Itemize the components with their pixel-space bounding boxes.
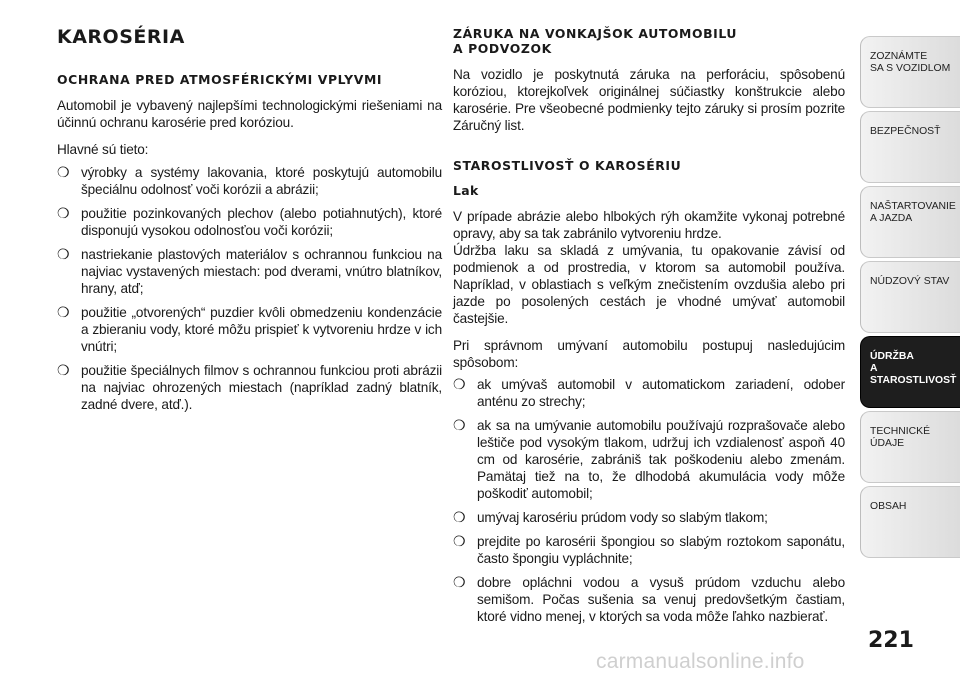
list-item: ❍ výrobky a systémy lakovania, ktoré poskytujú automobilu špeciálnu odolnosť voči korózii a abrázii;	[57, 164, 442, 197]
bullet-circle-icon: ❍	[57, 164, 70, 180]
intro-paragraph: Automobil je vybavený najlepšími technologickými riešeniami na účinnú ochranu karosérie pred koróziou.	[57, 98, 442, 130]
list-item: ❍ použitie „otvorených“ puzdier kvôli obmedzeniu kondenzácie a zbieraniu vody, ktoré môžu prispieť k vytvoreniu hrdze v ich vnútri;	[57, 304, 442, 354]
tab-nudzovy-stav[interactable]: NÚDZOVÝ STAV	[860, 261, 960, 333]
washing-list	[453, 376, 845, 625]
right-column	[453, 26, 845, 632]
list-item: ❍ ak umývaš automobil v automatickom zariadení, odober anténu zo strechy;	[453, 376, 845, 409]
bullet-circle-icon: ❍	[57, 304, 70, 320]
tab-obsah[interactable]: OBSAH	[860, 486, 960, 558]
page-number: 221	[868, 628, 914, 653]
page-title: KAROSÉRIA	[57, 26, 185, 48]
list-item: ❍ dobre opláchni vodou a vysuš prúdom vzduchu alebo semišom. Počas sušenia sa venuj predovšetkým častiam, ktoré vidno menej, v ktorých sa voda môže ľahko nazbierať.	[453, 574, 845, 624]
section-title-warranty-2: A PODVOZOK	[453, 41, 552, 56]
bullet-circle-icon: ❍	[453, 574, 466, 590]
paint-paragraph-1: V prípade abrázie alebo hlbokých rýh okamžite vykonaj potrebné opravy, aby sa tak zabránilo vytvoreniu hrdze.	[453, 209, 845, 241]
bullet-circle-icon: ❍	[57, 205, 70, 221]
protection-list	[57, 164, 442, 413]
list-item: ❍ nastriekanie plastových materiálov s ochrannou funkciou na najviac vystavených miestach: pod dverami, vnútro blatníkov, hrany, atď;	[57, 246, 442, 296]
section-title-care: STAROSTLIVOSŤ O KAROSÉRIU	[453, 158, 682, 173]
section-title-warranty: ZÁRUKA NA VONKAJŠOK AUTOMOBILU	[453, 26, 738, 41]
tab-nastartovanie[interactable]: NAŠTARTOVANIE A JAZDA	[860, 186, 960, 258]
bullet-circle-icon: ❍	[453, 417, 466, 433]
tab-zoznamte[interactable]: ZOZNÁMTE SA S VOZIDLOM	[860, 36, 960, 108]
bullet-circle-icon: ❍	[57, 362, 70, 378]
paint-paragraph-2: Údržba laku sa skladá z umývania, tu opakovanie závisí od podmienok a od prostredia, v ktorom sa automobil používa. Napríklad, v oblastiach s veľkým znečistením ovzdušia alebo pri jazde po posolených cestách je vhodné umývať automobil častejšie.	[453, 243, 845, 326]
bullet-circle-icon: ❍	[453, 533, 466, 549]
list-item: ❍ použitie špeciálnych filmov s ochrannou funkciou proti abrázii na najviac ohrozených miestach (napríklad zadný blatník, zadné dvere, atď.).	[57, 362, 442, 412]
tab-technicke-udaje[interactable]: TECHNICKÉ ÚDAJE	[860, 411, 960, 483]
left-column	[57, 26, 442, 420]
wash-intro: Pri správnom umývaní automobilu postupuj nasledujúcim spôsobom:	[453, 338, 845, 370]
tab-bezpecnost[interactable]: BEZPEČNOSŤ	[860, 111, 960, 183]
list-item: ❍ použitie pozinkovaných plechov (alebo potiahnutých), ktoré disponujú vysokou odolnosťou voči korózii;	[57, 205, 442, 238]
bullet-circle-icon: ❍	[453, 509, 466, 525]
bullet-circle-icon: ❍	[453, 376, 466, 392]
tab-udrzba[interactable]: ÚDRŽBA A STAROSTLIVOSŤ	[860, 336, 960, 408]
main-label: Hlavné sú tieto:	[57, 142, 149, 157]
list-item: ❍ prejdite po karosérii špongiou so slabým roztokom saponátu, často špongiu vypláchnite;	[453, 533, 845, 566]
section-title-atmospheric: OCHRANA PRED ATMOSFÉRICKÝMI VPLYVMI	[57, 72, 383, 87]
watermark: carmanualsonline.info	[596, 650, 805, 673]
chapter-tabs	[860, 36, 960, 561]
bullet-circle-icon: ❍	[57, 246, 70, 262]
warranty-paragraph: Na vozidlo je poskytnutá záruka na perforáciu, spôsobenú koróziou, ktorejkoľvek originálnej súčiastky konštrukcie alebo karosérie. Pre všeobecné podmienky tejto záruky si prosím pozrite Záručný list.	[453, 67, 845, 133]
list-item: ❍ ak sa na umývanie automobilu používajú rozprašovače alebo leštiče pod vysokým tlakom, udržuj ich vzdialenosť aspoň 40 cm od karosérie, zabrániš tak poškodeniu alebo zmenám. Pamätaj tiež na to, že dlhodobá akumulácia vody môže poškodiť automobil;	[453, 417, 845, 501]
subsection-title-paint: Lak	[453, 183, 479, 198]
list-item: ❍ umývaj karosériu prúdom vody so slabým tlakom;	[453, 509, 768, 525]
